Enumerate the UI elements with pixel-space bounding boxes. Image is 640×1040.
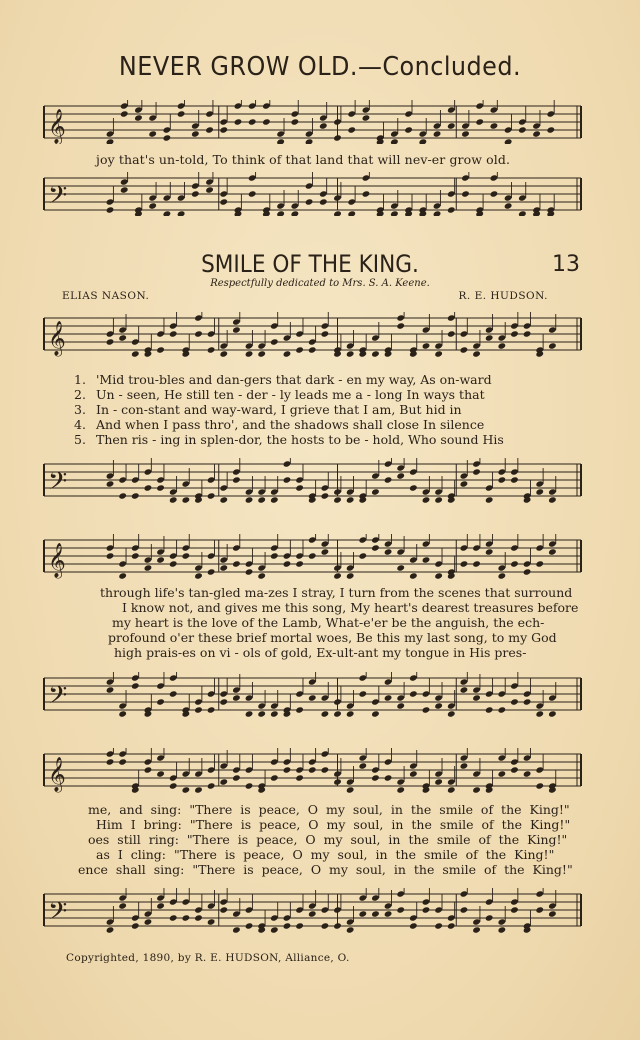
verse-line: through life's tan-gled ma-zes I stray, I turn from the scenes that surround [100,585,573,600]
verse-line: as I cling: "There is peace, O my soul, in the smile of the King!" [96,847,555,862]
verse-number: 4. [74,417,86,432]
verse-text: Un - seen, He still ten - der - ly leads me a - long In ways that [96,387,485,402]
verse-line [74,372,492,387]
hymn-title: SMILE OF THE KING. [201,250,419,278]
svg-text:𝄞: 𝄞 [48,109,66,144]
staff-treble-1 [40,312,585,362]
verse-number: 3. [74,402,86,417]
verse-line: I know not, and gives me this song, My heart's dearest treasures before [122,600,579,615]
staff-treble-3 [40,748,585,798]
verse-line: me, and sing: "There is peace, O my soul, in the smile of the King!" [88,802,570,817]
composer-credit: R. E. HUDSON. [458,290,548,302]
svg-text:𝄞: 𝄞 [48,321,66,356]
verse-line [74,432,504,447]
verse-line [74,387,485,402]
verse-line: my heart is the love of the Lamb, What-e'er be the anguish, the ech- [112,615,545,630]
verse-text: 'Mid trou-bles and dan-gers that dark - en my way, As on-ward [96,372,492,387]
verse-line: high prais-es on vi - ols of gold, Ex-ult-ant my tongue in His pres- [114,645,527,660]
verse-number: 1. [74,372,86,387]
svg-text:𝄢: 𝄢 [48,897,68,932]
top-lyric-line: joy that's un-told, To think of that land that will nev-er grow old. [96,152,511,167]
copyright-notice: Copyrighted, 1890, by R. E. HUDSON, Alliance, O. [66,952,350,964]
verse-line: Him I bring: "There is peace, O my soul, in the smile of the King!" [96,817,571,832]
continued-hymn-title: NEVER GROW OLD.—Concluded. [118,52,522,82]
verse-number: 5. [74,432,86,447]
verse-line [74,417,484,432]
verse-number: 2. [74,387,86,402]
svg-text:𝄞: 𝄞 [48,757,66,792]
author-credit: ELIAS NASON. [62,290,150,302]
verse-line: oes still ring: "There is peace, O my soul, in the smile of the King!" [88,832,568,847]
verse-text: Then ris - ing in splen-dor, the hosts to be - hold, Who sound His [96,432,504,447]
staff-bass-3 [40,888,585,938]
verse-text: In - con-stant and way-ward, I grieve that I am, But hid in [96,402,462,417]
dedication: Respectfully dedicated to Mrs. S. A. Keene. [210,278,430,289]
svg-text:𝄢: 𝄢 [48,181,68,216]
svg-text:𝄢: 𝄢 [48,467,68,502]
verse-line [74,402,462,417]
staff-treble-2 [40,534,585,584]
verse-line: profound o'er these brief mortal woes, Be this my last song, to my God [108,630,557,645]
staff-bass-top [40,172,585,216]
staff-treble-top [40,100,585,144]
staff-bass-1 [40,458,585,508]
staff-bass-2 [40,672,585,722]
hymn-number: 13 [552,252,580,277]
verse-text: And when I pass thro', and the shadows shall close In silence [96,417,485,432]
svg-text:𝄞: 𝄞 [48,543,66,578]
svg-text:𝄢: 𝄢 [48,681,68,716]
verse-line: ence shall sing: "There is peace, O my soul, in the smile of the King!" [78,862,573,877]
